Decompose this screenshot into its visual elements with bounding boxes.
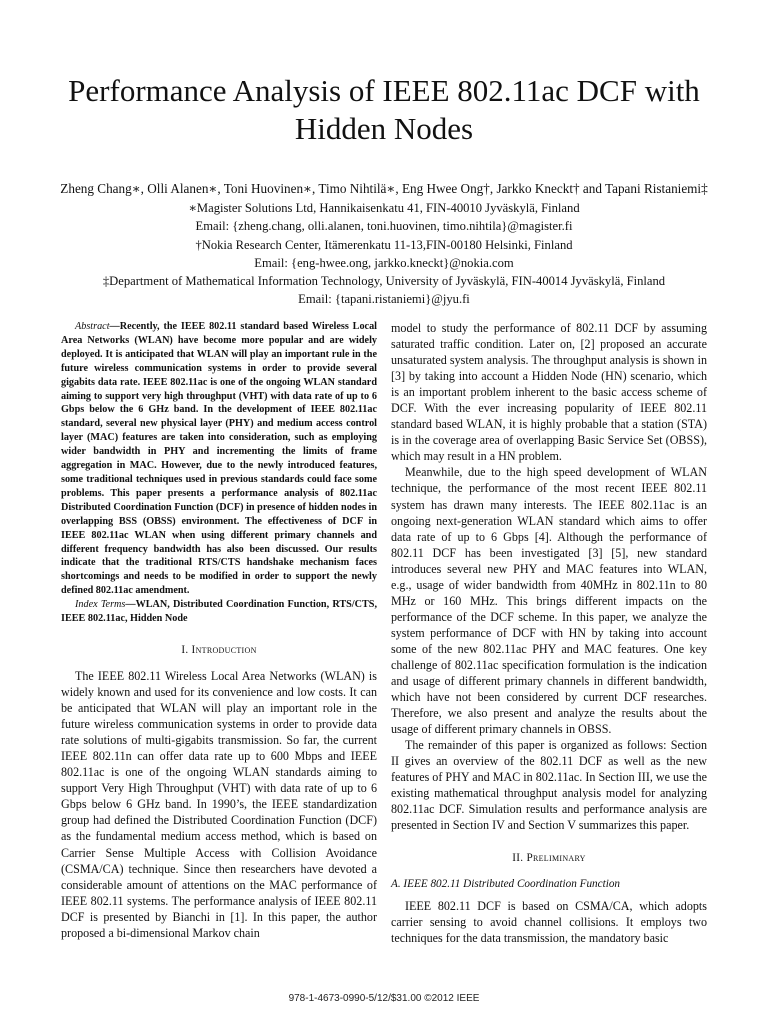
abstract-text: —Recently, the IEEE 802.11 standard based Wireless Local Area Networks (WLAN) have become more popular and are widely deployed. It is anticipated that WLAN will play an important rule in the future wireless communication systems in order to provide several gigabits data rate. IEEE 802.11ac is one of the ongoing WLAN standard aiming to support very high throughput (VHT) with data rate of up to 6 Gbps below the 6 GHz band. In the development of IEEE 802.11ac standard, several new physical layer (PHY) and medium access control layer (MAC) features are taken into consideration, such as employing wider bandwidth in PHY and incrementing the limits of frame aggregation in MAC. However, due to the newly introduced features, some traditional techniques used in previous standards could face some problems. This paper presents a performance analysis of 802.11ac Distributed Coordination Function (DCF) in presence of hidden nodes in overlapping BSS (OBSS) environment. The effectiveness of DCF in IEEE 802.11ac WLAN when using different primary channels and different frequency bandwidth has also been discussed. Our results indicate that the traditional RTS/CTS handshake mechanism faces shortcomings and needs to be modified in order to support the newly defined 802.11ac amendment. — [61, 321, 377, 597]
section-heading-introduction: I. Introduction — [181, 643, 257, 656]
intro-paragraph-4: The remainder of this paper is organized as follows: Section II gives an overview of the 802.11 DCF as well as the new features of PHY and MAC in 802.11ac. In Section III, we use the existing mathematical throughput analysis model for analyzing 802.11ac DCF. Simulation results and performance analysis are presented in Section IV and Section V summarizes this paper. — [391, 738, 707, 833]
abstract — [61, 320, 377, 598]
paper-title — [40, 72, 728, 148]
email-jyu: Email: {tapani.ristaniemi}@jyu.fi — [298, 292, 470, 307]
intro-paragraph-3: Meanwhile, due to the high speed development of WLAN technique, the performance of the most recent IEEE 802.11 system has drawn many interests. The IEEE 802.11ac is an ongoing next-generation WLAN standard which aims to offer data rate of up to 6 Gbps [4]. Although the performance of 802.11 DCF has been investigated [3] [5], new standard introduces several new PHY and MAC features into WLAN, e.g., usage of wider bandwidth from 40MHz in 802.11n to 80 MHz or 160 MHz. This brings different impacts on the performance of the DCF scheme. In this paper, we analyze the system performance of DCF with HN by taking into account some of the new 802.11ac PHY and MAC features. One key challenge of 802.11ac specification formulation is the indication and usage of different primary channels in different bandwidth, which have not been considered by current DCF researches. Therefore, we also present and analyze the results about the usage of different primary channels in OBSS. — [391, 465, 707, 737]
affiliation-magister: ∗Magister Solutions Ltd, Hannikaisenkatu 41, FIN-40010 Jyväskylä, Finland — [188, 201, 580, 216]
author-list: Zheng Chang∗, Olli Alanen∗, Toni Huovinen∗, Timo Nihtilä∗, Eng Hwee Ong†, Jarkko Kneckt† and Tapani Ristaniemi‡ — [60, 181, 708, 196]
email-magister: Email: {zheng.chang, olli.alanen, toni.huovinen, timo.nihtila}@magister.fi — [195, 219, 573, 234]
affiliation-nokia: †Nokia Research Center, Itämerenkatu 11-13,FIN-00180 Helsinki, Finland — [195, 237, 573, 252]
index-terms-label: Index Terms — [75, 599, 126, 611]
affiliation-jyu: ‡Department of Mathematical Information Technology, University of Jyväskylä, FIN-40014 Jyväskylä, Finland — [102, 274, 666, 289]
section-heading-preliminary: II. Preliminary — [512, 851, 586, 864]
abstract-label: Abstract — [75, 321, 110, 332]
author-block — [20, 180, 748, 308]
title-line-2: Hidden Nodes — [294, 111, 474, 146]
right-column — [391, 320, 707, 946]
intro-paragraph-2: model to study the performance of 802.11 DCF by assuming saturated traffic condition. Later on, [2] proposed an accurate unsaturated system analysis. The throughput analysis is shown in [3] by taking into account a Hidden Node (HN) scenario, which is an important problem inherent to the basic access scheme of DCF. With the ever increasing popularity of IEEE 802.11 standard based WLAN, it is highly probable that a station (STA) is in the coverage area of overlapping Basic Service Set (OBSS), which may result in a HN problem. — [391, 321, 707, 464]
preliminary-paragraph-1: IEEE 802.11 DCF is based on CSMA/CA, which adopts carrier sensing to avoid channel collisions. It employs two techniques for the data transmission, the mandatory basic — [391, 898, 707, 945]
intro-paragraph-1: The IEEE 802.11 Wireless Local Area Networks (WLAN) is widely known and used for its convenience and low costs. It can be anticipated that WLAN will play an important role in the future wireless communication systems in order to provide data rate solutions of multi-gigabits transmission. So far, the current IEEE 802.11n can offer data rate up to 600 Mbps and IEEE 802.11ac is one of the ongoing WLAN standards aiming to support Very High Throughput (VHT) with data rate of up to 6 Gbps below 6 GHz band. In 1990’s, the IEEE standardization group had defined the Distributed Coordination Function (DCF) as the fundamental medium access method, which is based on Carrier Sense Multiple Access with Collision Avoidance (CSMA/CA) technique. Since then researchers have devoted a considerable amount of attentions on the MAC performance of IEEE 802.11 systems. The performance analysis of IEEE 802.11 DCF is presented by Bianchi in [1]. In this paper, the author proposed a bi-dimensional Markov chain — [61, 668, 377, 940]
subsection-heading-dcf: A. IEEE 802.11 Distributed Coordination Function — [391, 877, 621, 890]
index-terms — [61, 598, 377, 626]
title-line-1: Performance Analysis of IEEE 802.11ac DCF with — [68, 73, 700, 108]
left-column — [61, 320, 377, 941]
copyright-footer: 978-1-4673-0990-5/12/$31.00 ©2012 IEEE — [288, 993, 480, 1004]
index-terms-text: —WLAN, Distributed Coordination Function, RTS/CTS, IEEE 802.11ac, Hidden Node — [61, 599, 377, 625]
email-nokia: Email: {eng-hwee.ong, jarkko.kneckt}@nokia.com — [254, 255, 514, 270]
